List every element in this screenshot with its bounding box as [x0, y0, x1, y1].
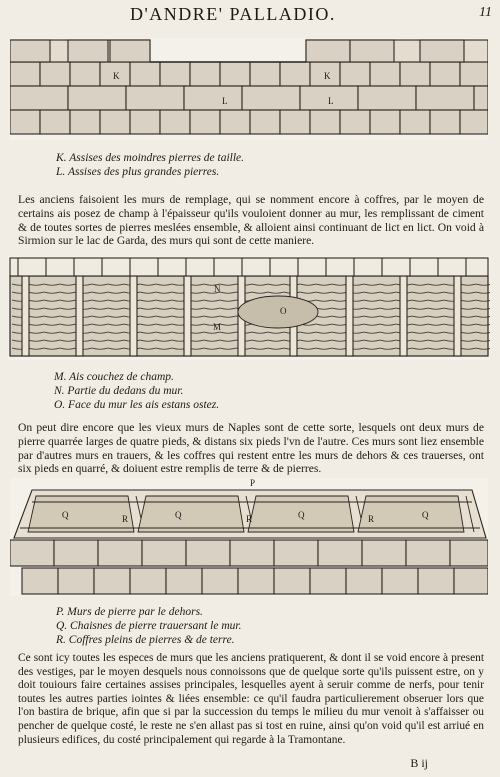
stone-block [220, 110, 250, 134]
figure3-label-q3: Q [298, 510, 305, 520]
figure-naples-wall [10, 478, 488, 596]
stone-block [130, 568, 166, 594]
stone-block [70, 110, 100, 134]
legend1-item-l: L. Assises des plus grandes pierres. [56, 166, 220, 178]
stone-block [166, 568, 202, 594]
stone-block [10, 540, 54, 566]
stone-block [460, 110, 488, 134]
stone-block [274, 540, 318, 566]
figure-stone-courses [10, 38, 488, 140]
stone-block [370, 110, 400, 134]
stone-block [130, 62, 160, 86]
vertical-plank [22, 276, 29, 356]
stone-block [220, 62, 250, 86]
vertical-plank [454, 276, 461, 356]
vertical-plank [400, 276, 407, 356]
figure3-label-r2: R [246, 514, 253, 524]
stone-block [362, 540, 406, 566]
stone-block-top [420, 40, 464, 62]
stone-block [370, 62, 400, 86]
figure2-label-n: N [214, 284, 221, 294]
stone-block-top [68, 40, 108, 62]
stone-block [400, 62, 430, 86]
stone-block [416, 86, 474, 110]
stone-block [418, 568, 454, 594]
stone-block [250, 110, 280, 134]
figure2-label-o: O [280, 306, 287, 316]
stone-block [142, 540, 186, 566]
stone-block [430, 110, 460, 134]
figure3-label-r: R [122, 514, 129, 524]
stone-block [310, 568, 346, 594]
legend-figure1 [56, 151, 244, 179]
stone-block [186, 540, 230, 566]
figure-stone-courses-drawing [10, 38, 488, 140]
stone-block-top [306, 40, 350, 62]
stone-block [242, 86, 300, 110]
vertical-plank [76, 276, 83, 356]
legend3-item-p: P. Murs de pierre par le dehors. [56, 606, 203, 618]
figure3-label-q: Q [62, 510, 69, 520]
stone-block [160, 110, 190, 134]
stone-block [202, 568, 238, 594]
stone-block [190, 62, 220, 86]
running-title: D'ANDRE' PALLADIO. [130, 4, 336, 24]
stone-block [130, 110, 160, 134]
figure1-label-l-right: L [328, 96, 334, 106]
figure2-label-m: M [213, 322, 222, 332]
stone-block [382, 568, 418, 594]
page-number: 11 [479, 5, 492, 20]
paragraph-remplage: Les anciens faisoient les murs de remplage, qui se nomment encore à coffres, par le moyen de certains ais posez de champ à l'épaisseur qu'ils vouloient donner au mur, les remplissant de ciment & de toutes sortes de pierres meslées ensemble, & alloient ainsi continuant de lict en lict. On void à Sirmion sur le lac de Garda, des murs qui sont de cette maniere. [18, 193, 484, 248]
figure-coffer-wall [8, 256, 490, 360]
stone-block [58, 568, 94, 594]
figure-coffer-wall-drawing [8, 256, 490, 360]
stone-block [184, 86, 242, 110]
stone-block [68, 86, 126, 110]
stone-block [340, 62, 370, 86]
stone-block [474, 86, 488, 110]
stone-block [230, 540, 274, 566]
stone-block [40, 110, 70, 134]
stone-block [280, 110, 310, 134]
figure1-label-k-right: K [324, 71, 331, 81]
legend3-item-r: R. Coffres pleins de pierres & de terre. [56, 634, 235, 646]
stone-block [70, 62, 100, 86]
figure3-label-p: P [250, 478, 256, 488]
stone-block [10, 110, 40, 134]
paragraph-conclusion: Ce sont icy toutes les especes de murs que les anciens pratiquerent, & dont il se void encore à present des vestiges, par le moyen desquels nous connoissons que de quelque sorte qu'ils puissent estre, on y doit touiours faire certaines assises principales, lesquelles ayent à seruir comme de nerfs, pour tenir toutes les autres parties iointes & liées ensemble: ce qu'il faudra particulierement obseruer lors que l'on bastira de brique, afin que si par la succession du temps le milieu du mur venoit à s'affaisser ou pencher de quelque costé, le reste ne s'en allast pas si tost en ruine, ainsi qu'on void qu'il est arriué en plusieurs edifices, du costé principalement qui regarde à la Tramontane. [18, 652, 484, 746]
stone-block [190, 110, 220, 134]
coffer-rubble-fill [28, 496, 134, 532]
stone-block [280, 62, 310, 86]
stone-block [54, 540, 98, 566]
legend2-item-m: M. Ais couchez de champ. [54, 371, 174, 383]
stone-block [406, 540, 450, 566]
top-rail [10, 258, 488, 276]
figure-naples-wall-drawing [10, 478, 488, 596]
stone-block [10, 86, 68, 110]
legend3-item-q: Q. Chaisnes de pierre trauersant le mur. [56, 620, 242, 632]
stone-block [94, 568, 130, 594]
stone-block [274, 568, 310, 594]
legend2-item-n: N. Partie du dedans du mur. [54, 385, 184, 397]
figure3-label-r3: R [368, 514, 375, 524]
stone-block-top [350, 40, 394, 62]
stone-block [250, 62, 280, 86]
vertical-plank [184, 276, 191, 356]
stone-block [100, 110, 130, 134]
legend1-item-k: K. Assises des moindres pierres de taille. [56, 152, 245, 164]
legend-figure2 [54, 370, 219, 412]
stone-block [310, 110, 340, 134]
figure1-label-l: L [222, 96, 228, 106]
stone-block [10, 62, 40, 86]
stone-block-top [110, 40, 150, 62]
stone-block [238, 568, 274, 594]
vertical-plank [346, 276, 353, 356]
stone-block [460, 62, 488, 86]
stone-block [22, 568, 58, 594]
stone-block [160, 62, 190, 86]
signature-mark: B ij [410, 756, 428, 770]
stone-block [450, 540, 488, 566]
stone-block [318, 540, 362, 566]
running-head [0, 2, 500, 24]
figure3-label-q4: Q [422, 510, 429, 520]
figure3-label-q2: Q [175, 510, 182, 520]
stone-block [430, 62, 460, 86]
paragraph-naples: On peut dire encore que les vieux murs de Naples sont de cette sorte, lesquels ont deux murs de pierre quarrée larges de quatre pieds, & distans six pieds l'vn de l'autre. Ces murs sont liez ensemble par d'autres murs en trauers, & les coffres qui restent entre les murs de dehors & ces trauerses, ont six pieds en quarré, & doiuent estre remplis de terre & de pierres. [18, 421, 484, 476]
stone-block [358, 86, 416, 110]
legend-figure3 [56, 605, 241, 647]
stone-block [400, 110, 430, 134]
vertical-plank [130, 276, 137, 356]
legend2-item-o: O. Face du mur les ais estans ostez. [54, 399, 220, 411]
stone-block [454, 568, 488, 594]
stone-block [126, 86, 184, 110]
stone-block [40, 62, 70, 86]
stone-block [340, 110, 370, 134]
stone-block [346, 568, 382, 594]
coffer-rubble-fill [138, 496, 244, 532]
stone-block [98, 540, 142, 566]
figure1-label-k: K [113, 71, 120, 81]
stone-block-top [10, 40, 50, 62]
